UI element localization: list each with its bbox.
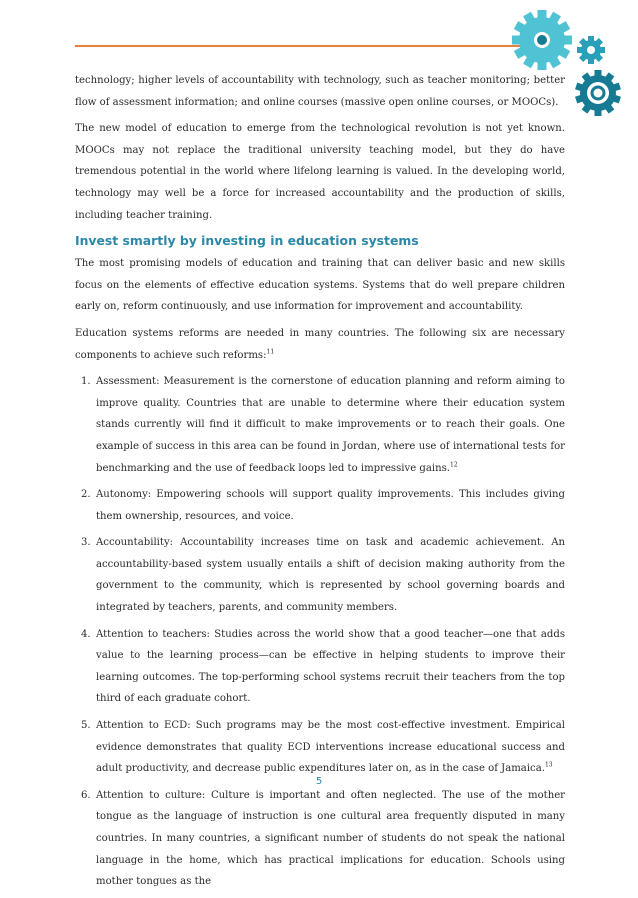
list-item-text: Attention to culture: Culture is important and often neglected. The use of the mother tongue as the language of instruction is one cultural area frequently disputed in many countries. In many countries, a significant number of students do not speak the national language in the home, which has practical implications for education. Schools using mother tongues as the	[96, 789, 565, 888]
footnote-ref: 13	[544, 761, 553, 769]
paragraph: The most promising models of education and training that can deliver basic and new skills focus on the elements of effective education systems. Systems that do well prepare children early on, reform continuously, and use information for improvement and accountability.	[75, 258, 565, 313]
list-item-text: Attention to teachers: Studies across the world show that a good teacher—one that adds value to the learning process—can be effective in helping students to improve their learning outcomes. The top-performing school systems recruit their teachers from the top third of each graduate cohort.	[96, 628, 565, 705]
list-item-text: Attention to ECD: Such programs may be the most cost-effective investment. Empirical evidence demonstrates that quality ECD interventions increase educational success and adult productivity, and decrease public expenditures later on, as in the case of Jamaica.	[96, 720, 565, 775]
section-heading: Invest smartly by investing in education systems	[75, 233, 419, 249]
list-item	[75, 532, 565, 618]
paragraph	[75, 323, 565, 366]
gear-small-icon	[577, 36, 605, 64]
list-number: 2.	[81, 489, 91, 501]
footnote-ref: 12	[450, 461, 458, 469]
paragraph-text: Education systems reforms are needed in many countries. The following six are necessary components to achieve such reforms:	[75, 327, 565, 361]
header-rule	[75, 45, 545, 47]
list-item-text: Accountability: Accountability increases time on task and academic achievement. An accountability-based system usually entails a shift of decision making authority from the government to the community, which is represented by school governing boards and integrated by teachers, parents, and community members.	[96, 537, 565, 614]
list-number: 5.	[81, 720, 91, 732]
list-number: 1.	[81, 376, 91, 388]
list-item	[75, 785, 565, 893]
list-number: 3.	[81, 537, 91, 549]
paragraph: technology; higher levels of accountability with technology, such as teacher monitoring; better flow of assessment information; and online courses (massive open online courses, or MOOCs).	[75, 75, 565, 108]
page-number: 5	[315, 776, 323, 787]
list-number: 4.	[81, 628, 91, 640]
list-item-text: Autonomy: Empowering schools will support quality improvements. This includes giving them ownership, resources, and voice.	[96, 489, 565, 522]
list-item	[75, 624, 565, 710]
paragraph: The new model of education to emerge from the technological revolution is not yet known. MOOCs may not replace the traditional university teaching model, but they do have tremendous potential in the world where lifelong learning is valued. In the developing world, technology may well be a force for increased accountability and the production of skills, including teacher training.	[75, 123, 565, 221]
list-item-text: Assessment: Measurement is the cornerstone of education planning and reform aiming to improve quality. Countries that are unable to determine where their education system stands currently will find it difficult to make improvements or to reach their goals. One example of success in this area can be found in Jordan, where use of international tests for benchmarking and the use of feedback loops led to impressive gains.	[96, 376, 565, 474]
gear-dark-icon	[575, 70, 621, 116]
gear-large-icon	[512, 10, 572, 70]
list-number: 6.	[81, 789, 91, 801]
list-item	[75, 484, 565, 527]
footnote-ref: 11	[266, 348, 275, 356]
reform-list	[75, 371, 565, 893]
page-body	[75, 70, 565, 898]
list-item	[75, 371, 565, 479]
list-item	[75, 715, 565, 780]
